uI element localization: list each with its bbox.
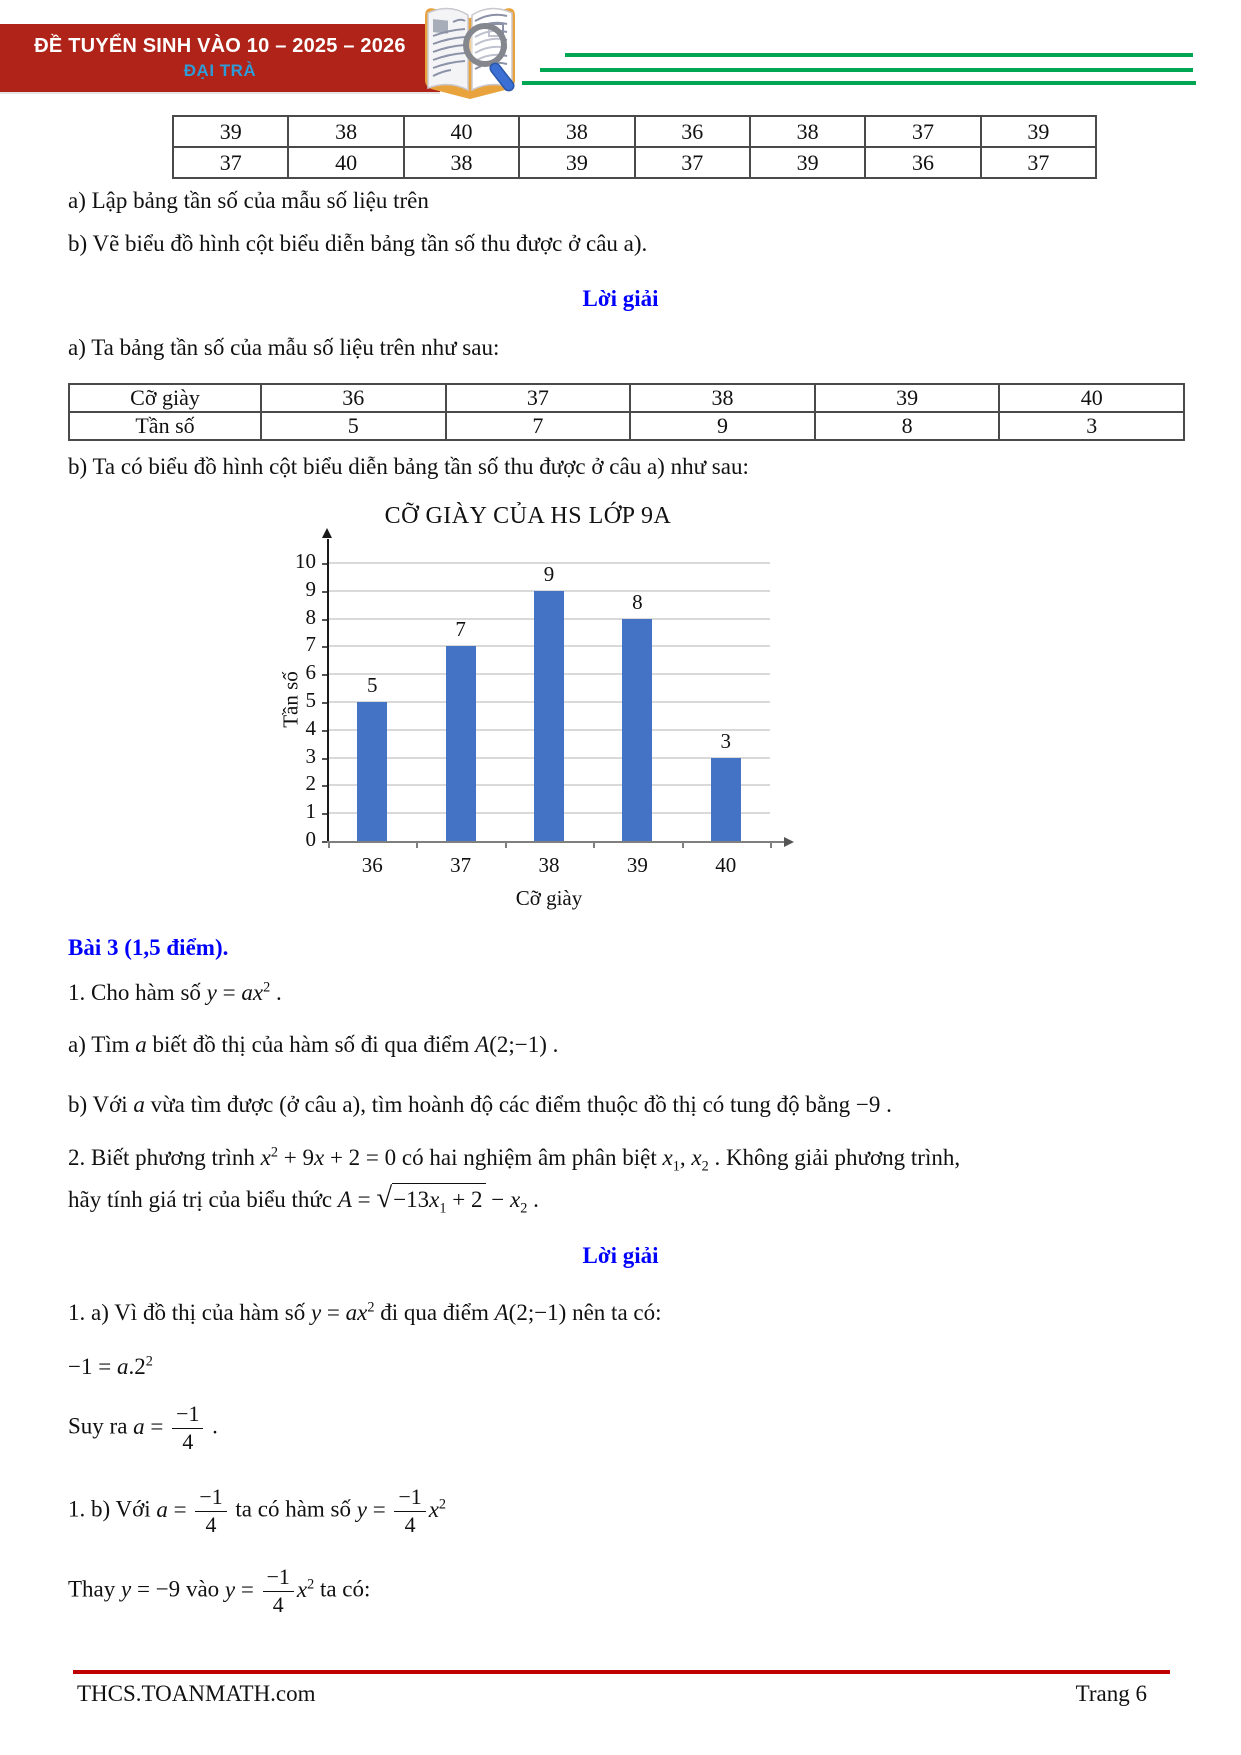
table-cell: Tần số — [69, 412, 261, 440]
table-cell: 37 — [865, 116, 980, 147]
x-tick-label: 38 — [538, 853, 560, 877]
x-tick-mark — [416, 841, 418, 848]
y-tick-label: 2 — [305, 771, 316, 796]
chart-y-axis-title: Tần số — [278, 671, 303, 728]
table-cell: 37 — [173, 147, 288, 178]
decorative-line — [522, 81, 1196, 85]
table-cell: 3 — [999, 412, 1184, 440]
x-tick-label: 37 — [450, 853, 472, 877]
decorative-line — [540, 68, 1193, 72]
y-tick-label: 7 — [305, 632, 316, 657]
table-cell: 37 — [981, 147, 1096, 178]
x-tick-label: 39 — [626, 853, 648, 877]
x-tick-label: 36 — [361, 853, 383, 877]
table-cell: 37 — [446, 384, 631, 412]
bai3-sol-line3: Suy ra a = $\frac{-1}{4}$ . — [68, 1402, 218, 1454]
bai3-sol-line1: 1. a) Vì đồ thị của hàm số $y = ax^2$ đi qua điểm A(2;−1) nên ta có: — [68, 1299, 662, 1325]
x-tick-mark — [770, 841, 772, 848]
table-cell: 39 — [815, 384, 1000, 412]
table-cell: 38 — [288, 116, 403, 147]
bai3-sol-line4: 1. b) Với a = $\frac{-1}{4}$ ta có hàm số y = $\frac{-1}{4}$ $x^2$ — [68, 1485, 447, 1537]
table-row — [69, 412, 1184, 440]
y-tick-label: 3 — [305, 743, 316, 768]
table-cell: 8 — [815, 412, 1000, 440]
table-cell: 36 — [865, 147, 980, 178]
solution-b-intro: b) Ta có biểu đồ hình cột biểu diễn bảng tần số thu được ở câu a) như sau: — [68, 454, 749, 479]
table-cell: 5 — [261, 412, 446, 440]
x-tick-label: 40 — [715, 853, 737, 877]
y-tick-label: 1 — [305, 799, 316, 824]
solution2-heading-row — [0, 1243, 1241, 1269]
bai3-item1b: b) Với a vừa tìm được (ở câu a), tìm hoành độ các điểm thuộc đồ thị có tung độ bằng −9 . — [68, 1092, 892, 1117]
bar-value-label: 7 — [455, 617, 466, 642]
table-cell: 9 — [630, 412, 815, 440]
x-axis-line — [327, 841, 785, 843]
question-part-b: b) Vẽ biểu đồ hình cột biểu diễn bảng tần số thu được ở câu a). — [68, 231, 648, 256]
bar-40 — [711, 758, 741, 841]
table-cell: 36 — [635, 116, 750, 147]
header-banner — [0, 24, 440, 92]
bai3-item1a: a) Tìm a biết đồ thị của hàm số đi qua điểm A(2;−1) . — [68, 1032, 559, 1057]
y-tick-label: 8 — [305, 604, 316, 629]
solution-a-intro: a) Ta bảng tần số của mẫu số liệu trên như sau: — [68, 335, 500, 360]
solution2-heading: Lời giải — [582, 1243, 659, 1268]
y-axis-arrow — [322, 528, 332, 538]
table-cell: 40 — [999, 384, 1184, 412]
exam-title: ĐỀ TUYỂN SINH VÀO 10 – 2025 – 2026 — [34, 35, 406, 57]
book-magnifier-icon — [413, 0, 527, 104]
table-row — [173, 116, 1096, 147]
table-cell: 7 — [446, 412, 631, 440]
y-tick-label: 5 — [305, 688, 316, 712]
table-row — [69, 384, 1184, 412]
bar-value-label: 9 — [543, 561, 555, 586]
chart-title: CỠ GIÀY CỦA HS LỚP 9A — [384, 503, 672, 529]
x-tick-mark — [593, 841, 595, 848]
raw-data-table — [172, 115, 1097, 179]
bai3-heading: Bài 3 (1,5 điểm). — [68, 935, 229, 960]
bai3-sol-line5: Thay y = −9 vào y = $\frac{-1}{4}$ $x^2$ ta có: — [68, 1565, 371, 1617]
chart-x-axis-title: Cỡ giày — [515, 886, 583, 910]
decorative-line — [565, 53, 1193, 57]
bai3-item2-line1: 2. Biết phương trình $x^2 + 9x + 2 = 0$ có hai nghiệm âm phân biệt $x_1$, $x_2$ . Không giải phương trình, — [68, 1144, 961, 1175]
footer-divider — [73, 1670, 1170, 1674]
y-tick-label: 9 — [305, 576, 316, 601]
solution-heading: Lời giải — [582, 286, 659, 311]
table-cell: 38 — [750, 116, 865, 147]
y-axis-line — [327, 539, 329, 843]
table-cell: 39 — [519, 147, 634, 178]
table-cell: 39 — [750, 147, 865, 178]
table-cell: 40 — [288, 147, 403, 178]
bai3-sol-line2: $-1 = a.2^2$ — [68, 1353, 153, 1379]
footer-page-number: Trang 6 — [1075, 1681, 1147, 1706]
x-tick-mark — [682, 841, 684, 848]
y-tick-label: 0 — [305, 827, 316, 851]
footer-site: THCS.TOANMATH.com — [77, 1681, 316, 1706]
y-tick-label: 10 — [295, 549, 316, 573]
table-cell: 39 — [981, 116, 1096, 147]
solution-heading-row — [0, 286, 1241, 312]
table-cell: 36 — [261, 384, 446, 412]
question-part-a: a) Lập bảng tần số của mẫu số liệu trên — [68, 188, 429, 213]
x-tick-mark — [505, 841, 507, 848]
bar-37 — [446, 646, 476, 841]
bar-value-label: 8 — [632, 589, 643, 614]
y-tick-label: 4 — [305, 715, 316, 740]
table-row — [173, 147, 1096, 178]
frequency-table — [68, 383, 1185, 441]
table-cell: 40 — [404, 116, 519, 147]
table-cell: 38 — [404, 147, 519, 178]
y-tick-label: 6 — [305, 660, 316, 685]
bar-39 — [622, 619, 652, 841]
table-cell: 37 — [635, 147, 750, 178]
table-cell: 38 — [630, 384, 815, 412]
bai3-item1: 1. Cho hàm số $y = ax^2$ . — [68, 979, 282, 1005]
x-axis-arrow — [784, 837, 794, 847]
table-cell: 38 — [519, 116, 634, 147]
table-cell: 39 — [173, 116, 288, 147]
bar-value-label: 3 — [720, 728, 732, 753]
bar-38 — [534, 591, 564, 841]
table-cell: Cỡ giày — [69, 384, 261, 412]
bar-36 — [357, 702, 387, 841]
bar-chart — [250, 503, 830, 933]
x-tick-mark — [328, 841, 330, 848]
bar-value-label: 5 — [366, 673, 378, 697]
bai3-item2-line2: hãy tính giá trị của biểu thức $A = √-13x_1 + 2 - x_2$ . — [68, 1182, 539, 1217]
exam-subtitle: ĐẠI TRÀ — [183, 61, 257, 80]
